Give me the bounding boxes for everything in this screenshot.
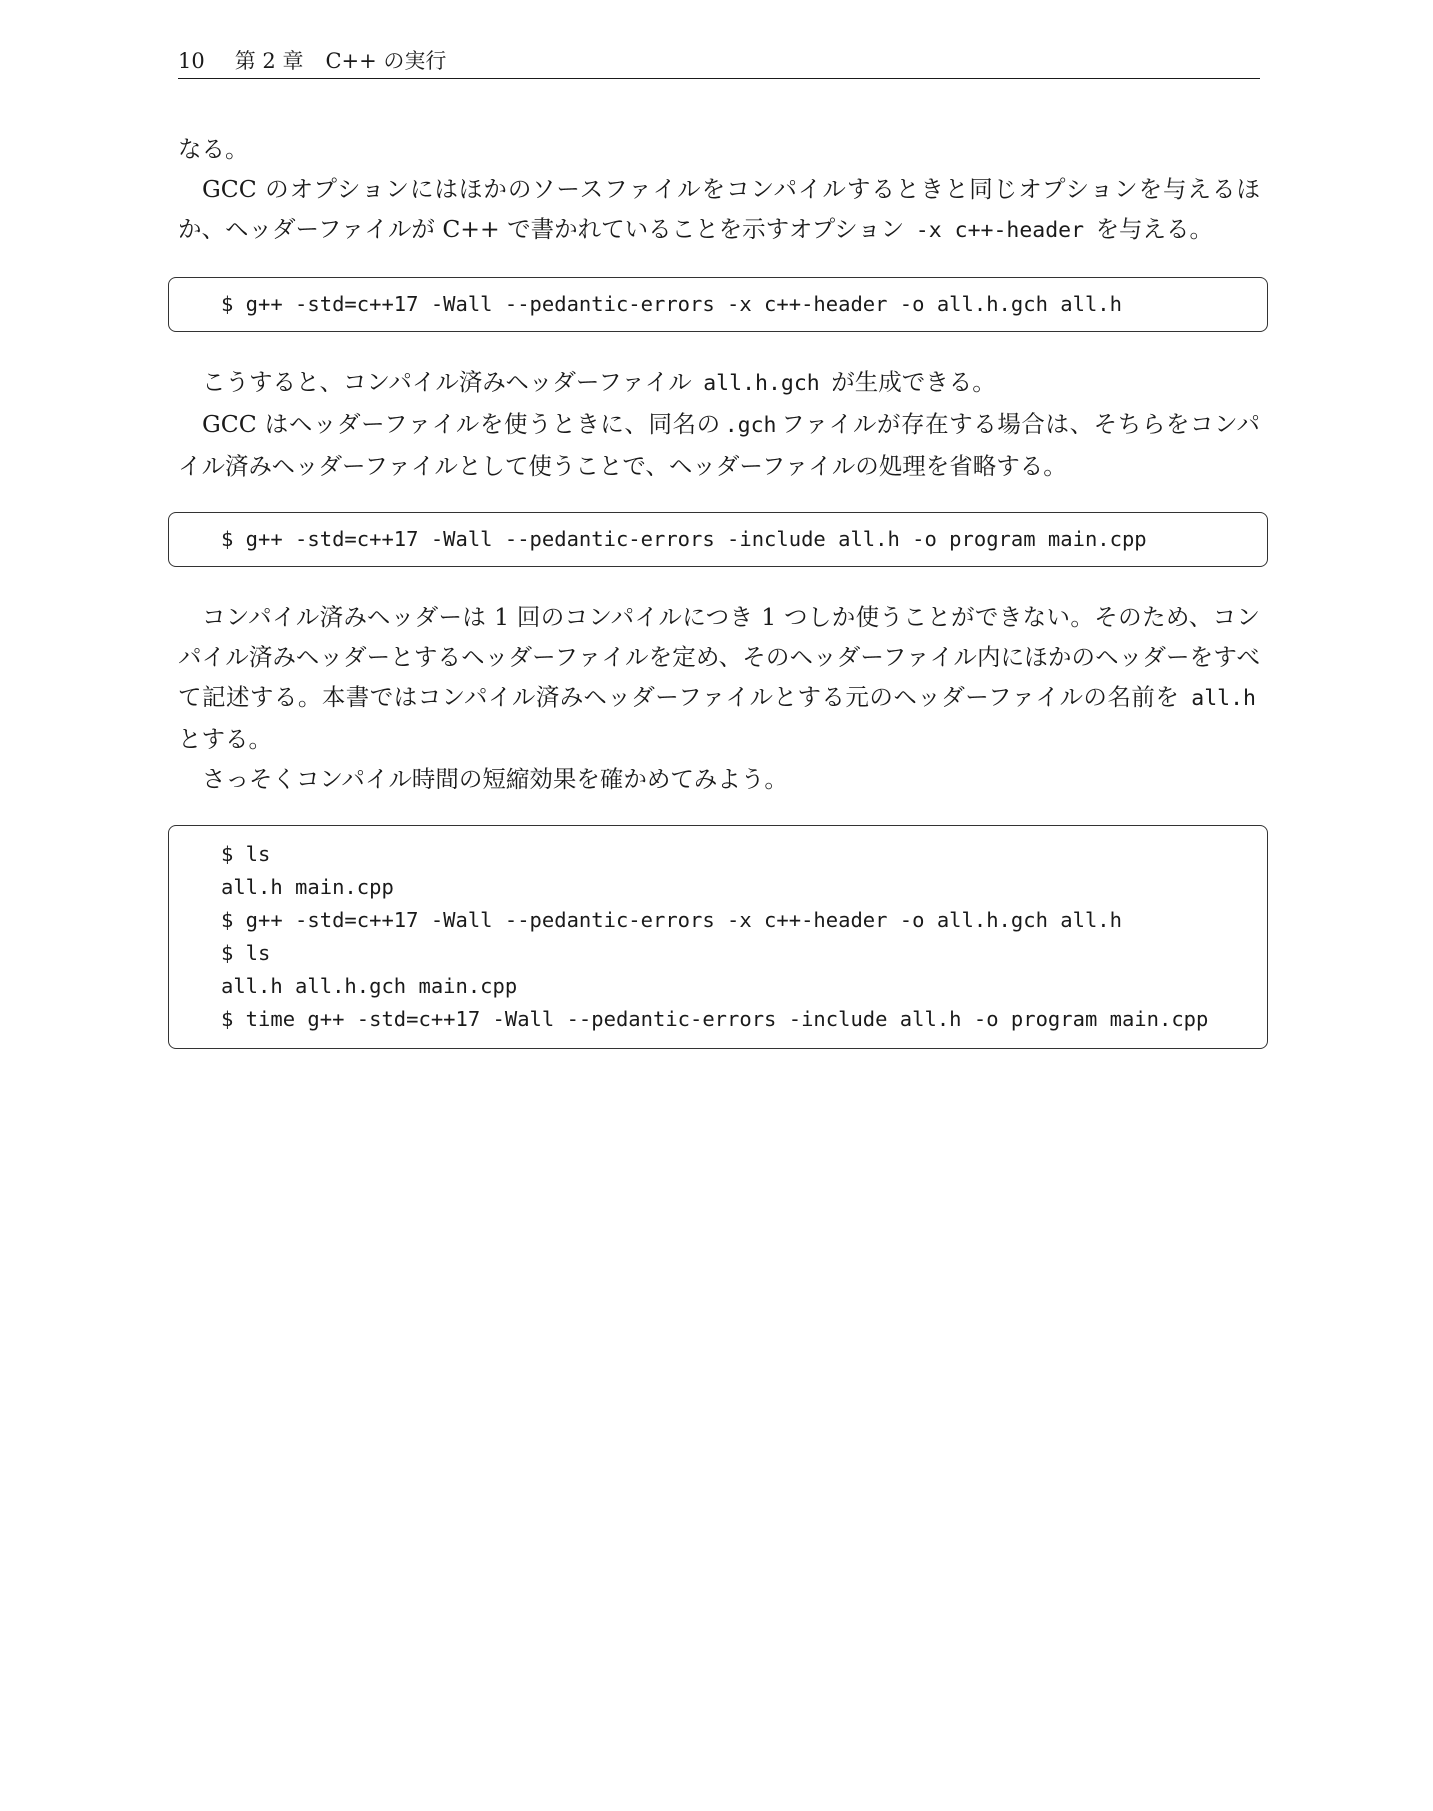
- code-line: all.h main.cpp: [221, 875, 394, 899]
- page-number: 10: [178, 49, 205, 73]
- chapter-title: C++ の実行: [325, 49, 447, 73]
- paragraph-5-text-b: とする。: [178, 725, 272, 753]
- code-line: all.h all.h.gch main.cpp: [221, 974, 518, 998]
- code-line: $ time g++ -std=c++17 -Wall --pedantic-errors -include all.h -o program main.cpp: [221, 1007, 1209, 1031]
- code-block-3: [168, 825, 1268, 1049]
- paragraph-4-text-b: ファイルが存在する場合は、そちらをコンパイル済みヘッダーファイルとして使うことで、ヘッダーファイルの処理を省略する。: [178, 410, 1261, 480]
- paragraph-3-text-b: が生成できる。: [831, 368, 996, 396]
- paragraph-2-text-a: GCC のオプションにはほかのソースファイルをコンパイルするときと同じオプションを与えるほか、ヘッダーファイルが C++ で書かれていることを示すオプション: [178, 175, 1260, 243]
- paragraph-1: なる。: [178, 135, 249, 163]
- inline-code-option: -x c++-header: [915, 218, 1085, 243]
- paragraph-5: [178, 597, 1260, 759]
- code-line: $ g++ -std=c++17 -Wall --pedantic-errors -include all.h -o program main.cpp: [221, 527, 1147, 551]
- paragraph-4-text-a: GCC はヘッダーファイルを使うときに、同名の: [202, 410, 721, 438]
- paragraph-5-text-a: コンパイル済みヘッダーは 1 回のコンパイルにつき 1 つしか使うことができない。そのため、コンパイル済みヘッダーとするヘッダーファイルを定め、そのヘッダーファイル内にほかのヘッダーをすべて記述する。本書ではコンパイル済みヘッダーファイルとする元のヘッダーファイルの名前を: [178, 603, 1260, 711]
- paragraph-2: [178, 169, 1260, 251]
- code-line: $ g++ -std=c++17 -Wall --pedantic-errors -x c++-header -o all.h.gch all.h: [221, 292, 1122, 316]
- code-line: $ ls: [221, 842, 271, 866]
- paragraph-6: さっそくコンパイル時間の短縮効果を確かめてみよう。: [202, 765, 788, 793]
- paragraph-3: [178, 362, 1260, 404]
- chapter-label: 第 2 章: [234, 49, 304, 73]
- paragraph-2-text-b: を与える。: [1095, 215, 1214, 243]
- paragraph-3-text-a: こうすると、コンパイル済みヘッダーファイル: [202, 368, 692, 396]
- code-line: $ ls: [221, 941, 271, 965]
- inline-code-gch-file: all.h.gch: [703, 371, 820, 396]
- inline-code-all-h: all.h: [1191, 686, 1256, 711]
- body-text: [178, 129, 1260, 1049]
- running-header: [178, 44, 1260, 79]
- code-block-1: [168, 277, 1268, 332]
- code-line: $ g++ -std=c++17 -Wall --pedantic-errors -x c++-header -o all.h.gch all.h: [221, 908, 1122, 932]
- inline-code-gch-ext: .gch: [724, 413, 777, 438]
- code-block-2: [168, 512, 1268, 567]
- paragraph-4: [178, 404, 1260, 486]
- document-page: [178, 44, 1260, 1049]
